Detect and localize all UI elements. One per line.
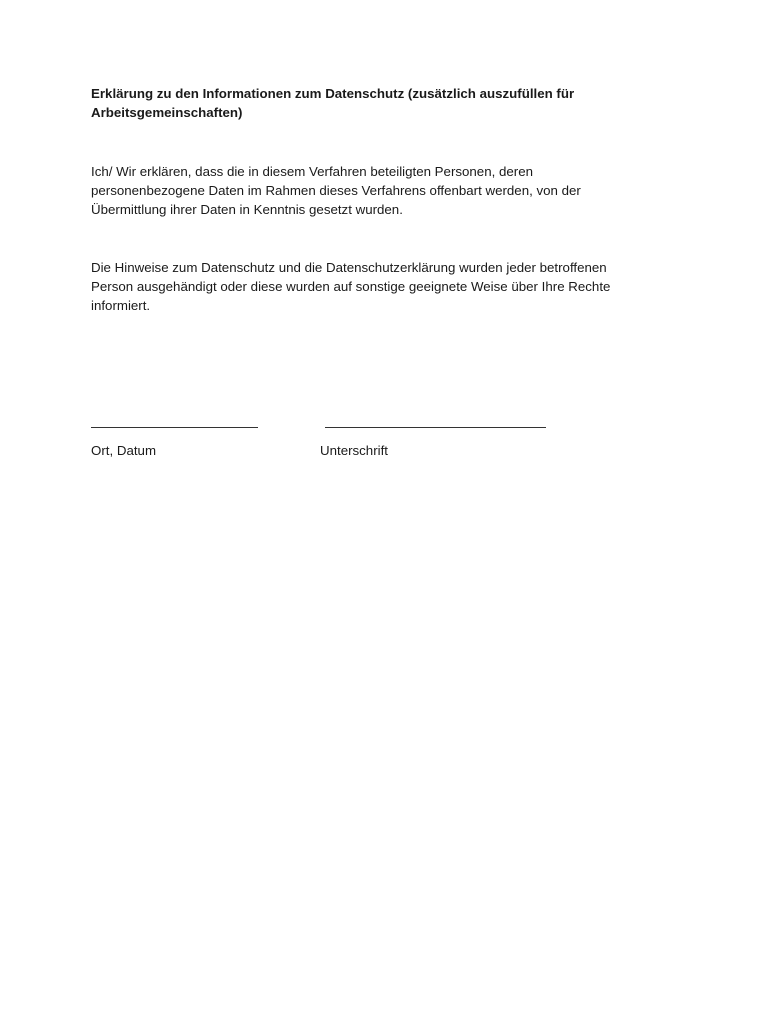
paragraph-line: Ich/ Wir erklären, dass die in diesem Verfahren beteiligten Personen, deren bbox=[91, 164, 533, 179]
paragraph-line: personenbezogene Daten im Rahmen dieses Verfahrens offenbart werden, von der bbox=[91, 183, 581, 198]
paragraph-line: Übermittlung ihrer Daten in Kenntnis gesetzt wurden. bbox=[91, 202, 403, 217]
paragraph-line: informiert. bbox=[91, 298, 151, 313]
place-date-signature-line[interactable] bbox=[91, 427, 258, 428]
paragraph-consent-notification bbox=[91, 162, 656, 219]
paragraph-line: Die Hinweise zum Datenschutz und die Datenschutzerklärung wurden jeder betroffenen bbox=[91, 260, 607, 275]
signature-label: Unterschrift bbox=[320, 443, 388, 458]
document-heading bbox=[91, 84, 651, 122]
paragraph-privacy-notice bbox=[91, 258, 656, 315]
heading-line: Arbeitsgemeinschaften) bbox=[91, 105, 243, 120]
paragraph-line: Person ausgehändigt oder diese wurden auf sonstige geeignete Weise über Ihre Rechte bbox=[91, 279, 611, 294]
heading-line: Erklärung zu den Informationen zum Datenschutz (zusätzlich auszufüllen für bbox=[91, 86, 575, 101]
place-date-label: Ort, Datum bbox=[91, 443, 157, 458]
signature-line[interactable] bbox=[325, 427, 546, 428]
